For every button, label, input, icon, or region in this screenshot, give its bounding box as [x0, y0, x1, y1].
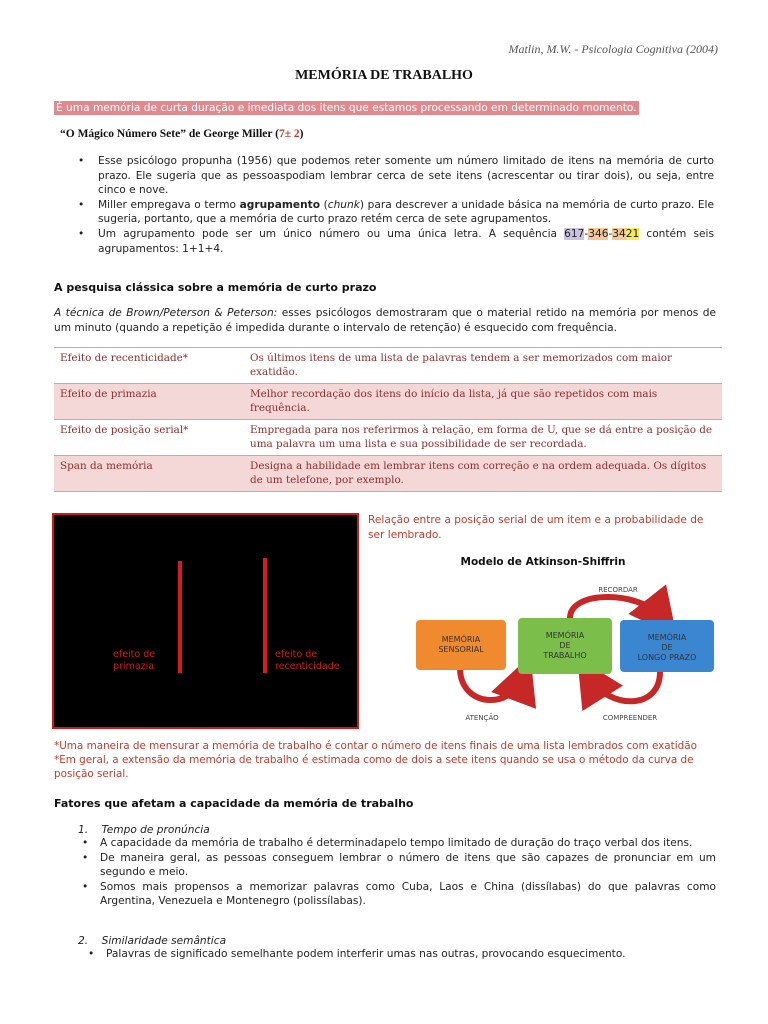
- table-row: [54, 420, 722, 456]
- serial-position-graph: [52, 513, 359, 729]
- miller-close: ): [299, 128, 304, 140]
- factor-title: 2. Similaridade semântica: [78, 935, 227, 947]
- section-heading-classic: A pesquisa clássica sobre a memória de curto prazo: [54, 281, 377, 294]
- table-desc: Os últimos itens de uma lista de palavras tendem a ser memorizados com maior exatidão.: [250, 352, 672, 378]
- svg-text:LONGO PRAZO: LONGO PRAZO: [637, 653, 697, 662]
- factor-title: 1. Tempo de pronúncia: [78, 824, 210, 836]
- factors-heading: Fatores que afetam a capacidade da memória de trabalho: [54, 797, 414, 810]
- list-item: • Somos mais propensos a memorizar palavras como Cuba, Laos e China (dissílabas) do que palavras como Argentina, Venezuela e Montenegro (polissílabas).: [78, 880, 716, 909]
- miller-number: 7± 2: [278, 128, 300, 140]
- bullet-text: Um agrupamento pode ser um único número ou uma única letra. A sequência: [98, 227, 565, 240]
- bullet-item: [54, 227, 714, 256]
- notes: [54, 739, 716, 781]
- page-title: MEMÓRIA DE TRABALHO: [295, 68, 473, 83]
- compreender-arrow: [590, 672, 660, 701]
- primacy-label: efeito de primazia: [113, 649, 156, 672]
- list-item: • Palavras de significado semelhante podem interferir umas nas outras, provocando esquecimento.: [84, 947, 716, 962]
- miller-heading: [60, 128, 304, 140]
- bullet-text: ) para descrever a unidade básica na memória de curto prazo. Ele sugeria, portanto, que a memória de curto prazo retém cerca de sete agrupamentos.: [98, 198, 714, 226]
- graph-caption: Relação entre a posição serial de um item e a probabilidade de ser lembrado.: [368, 514, 704, 541]
- factor-2: [78, 935, 716, 962]
- atkinson-title: Modelo de Atkinson-Shiffrin: [460, 556, 626, 568]
- sequence-separator: -: [608, 227, 613, 240]
- table-term: Efeito de recenticidade*: [60, 352, 189, 364]
- note-line: *Em geral, a extensão da memória de trabalho é estimada como de dois a sete itens quando se usa o método da curva de posição serial.: [54, 754, 694, 780]
- table-desc: Designa a habilidade em lembrar itens com correção e na ordem adequada. Os dígitos de um telefone, por exemplo.: [250, 460, 707, 486]
- recency-marker: [263, 558, 267, 673]
- factor-1-points: [78, 836, 716, 909]
- recency-label: efeito de recenticidade: [275, 649, 340, 672]
- svg-text:RECORDAR: RECORDAR: [598, 586, 638, 594]
- definition-highlight: É uma memória de curta duração e imediata dos itens que estamos processando em determinado momento.: [56, 102, 637, 114]
- brown-text: esses psicólogos demostraram que o material retido na memória por menos de um minuto (quando a repetição é impedida durante o intervalo de retenção) é esquecido com frequência.: [54, 307, 716, 334]
- table-row: [54, 456, 722, 492]
- svg-text:SENSORIAL: SENSORIAL: [438, 645, 484, 654]
- factor-2-points: [84, 947, 716, 962]
- table-term: Efeito de primazia: [60, 388, 157, 400]
- atkinson-shiffrin-diagram: [410, 582, 720, 724]
- list-item: • De maneira geral, as pessoas conseguem lembrar o número de itens que são capazes de pronunciar em um segundo e meio.: [78, 851, 716, 880]
- sequence-separator: -: [584, 227, 589, 240]
- primacy-marker: [178, 561, 182, 673]
- miller-bullets: [54, 154, 714, 256]
- table-desc: Empregada para nos referirmos à relação, em forma de U, que se dá entre a posição de uma palavra um uma lista e sua possibilidade de ser recordada.: [250, 424, 713, 450]
- citation: Matlin, M.W. - Psicologia Cognitiva (2004): [508, 42, 718, 56]
- bullet-bold-term: agrupamento: [239, 198, 320, 211]
- table-term: Span da memória: [60, 460, 153, 472]
- sequence-chunk-3: 34: [612, 227, 626, 240]
- svg-text:DE: DE: [559, 641, 571, 650]
- table-desc: Melhor recordação dos itens do início da lista, já que são repetidos com mais frequência.: [250, 388, 658, 414]
- bullet-text: (: [320, 198, 328, 211]
- miller-text: “O Mágico Número Sete” de George Miller (: [60, 128, 279, 140]
- effects-table: [54, 347, 722, 492]
- atencao-arrow: [460, 670, 522, 700]
- brown-peterson-paragraph: [54, 306, 716, 336]
- svg-text:MEMÓRIA: MEMÓRIA: [647, 633, 687, 642]
- svg-text:COMPREENDER: COMPREENDER: [602, 714, 658, 722]
- table-row: [54, 384, 722, 420]
- bullet-text: Miller empregava o termo: [98, 198, 240, 211]
- brown-italic: A técnica de Brown/Peterson & Peterson:: [54, 307, 278, 319]
- svg-text:DE: DE: [661, 643, 673, 652]
- recordar-arrow: [570, 597, 662, 618]
- bullet-item: [54, 198, 714, 227]
- table-row: [54, 348, 722, 384]
- table-term: Efeito de posição serial*: [60, 424, 189, 436]
- svg-text:MEMÓRIA: MEMÓRIA: [441, 635, 481, 644]
- list-item: • A capacidade da memória de trabalho é determinadapelo tempo limitado de duração do traço verbal dos itens.: [78, 836, 716, 851]
- svg-text:TRABALHO: TRABALHO: [543, 651, 587, 660]
- factor-1: [78, 824, 716, 909]
- bullet-item: [54, 154, 714, 198]
- sequence-chunk-4: 21: [625, 227, 640, 240]
- sequence-chunk-1: 617: [564, 227, 585, 240]
- note-line: *Uma maneira de mensurar a memória de trabalho é contar o número de itens finais de uma lista lembrados com exatidão: [54, 740, 697, 752]
- svg-text:MEMÓRIA: MEMÓRIA: [545, 631, 585, 640]
- bullet-text: contém seis agrupamentos: 1+1+4.: [98, 227, 714, 255]
- bullet-text: Esse psicólogo propunha (1956) que podemos reter somente um número limitado de itens na memória de curto prazo. Ele sugeria que as pessoaspodiam lembrar cerca de sete itens (acrescentar ou tirar dois), ou seja, entre cinco e nove.: [98, 155, 714, 197]
- svg-text:ATENÇÃO: ATENÇÃO: [465, 714, 499, 722]
- bullet-italic-term: chunk: [327, 198, 360, 211]
- sequence-chunk-2: 346: [588, 227, 609, 240]
